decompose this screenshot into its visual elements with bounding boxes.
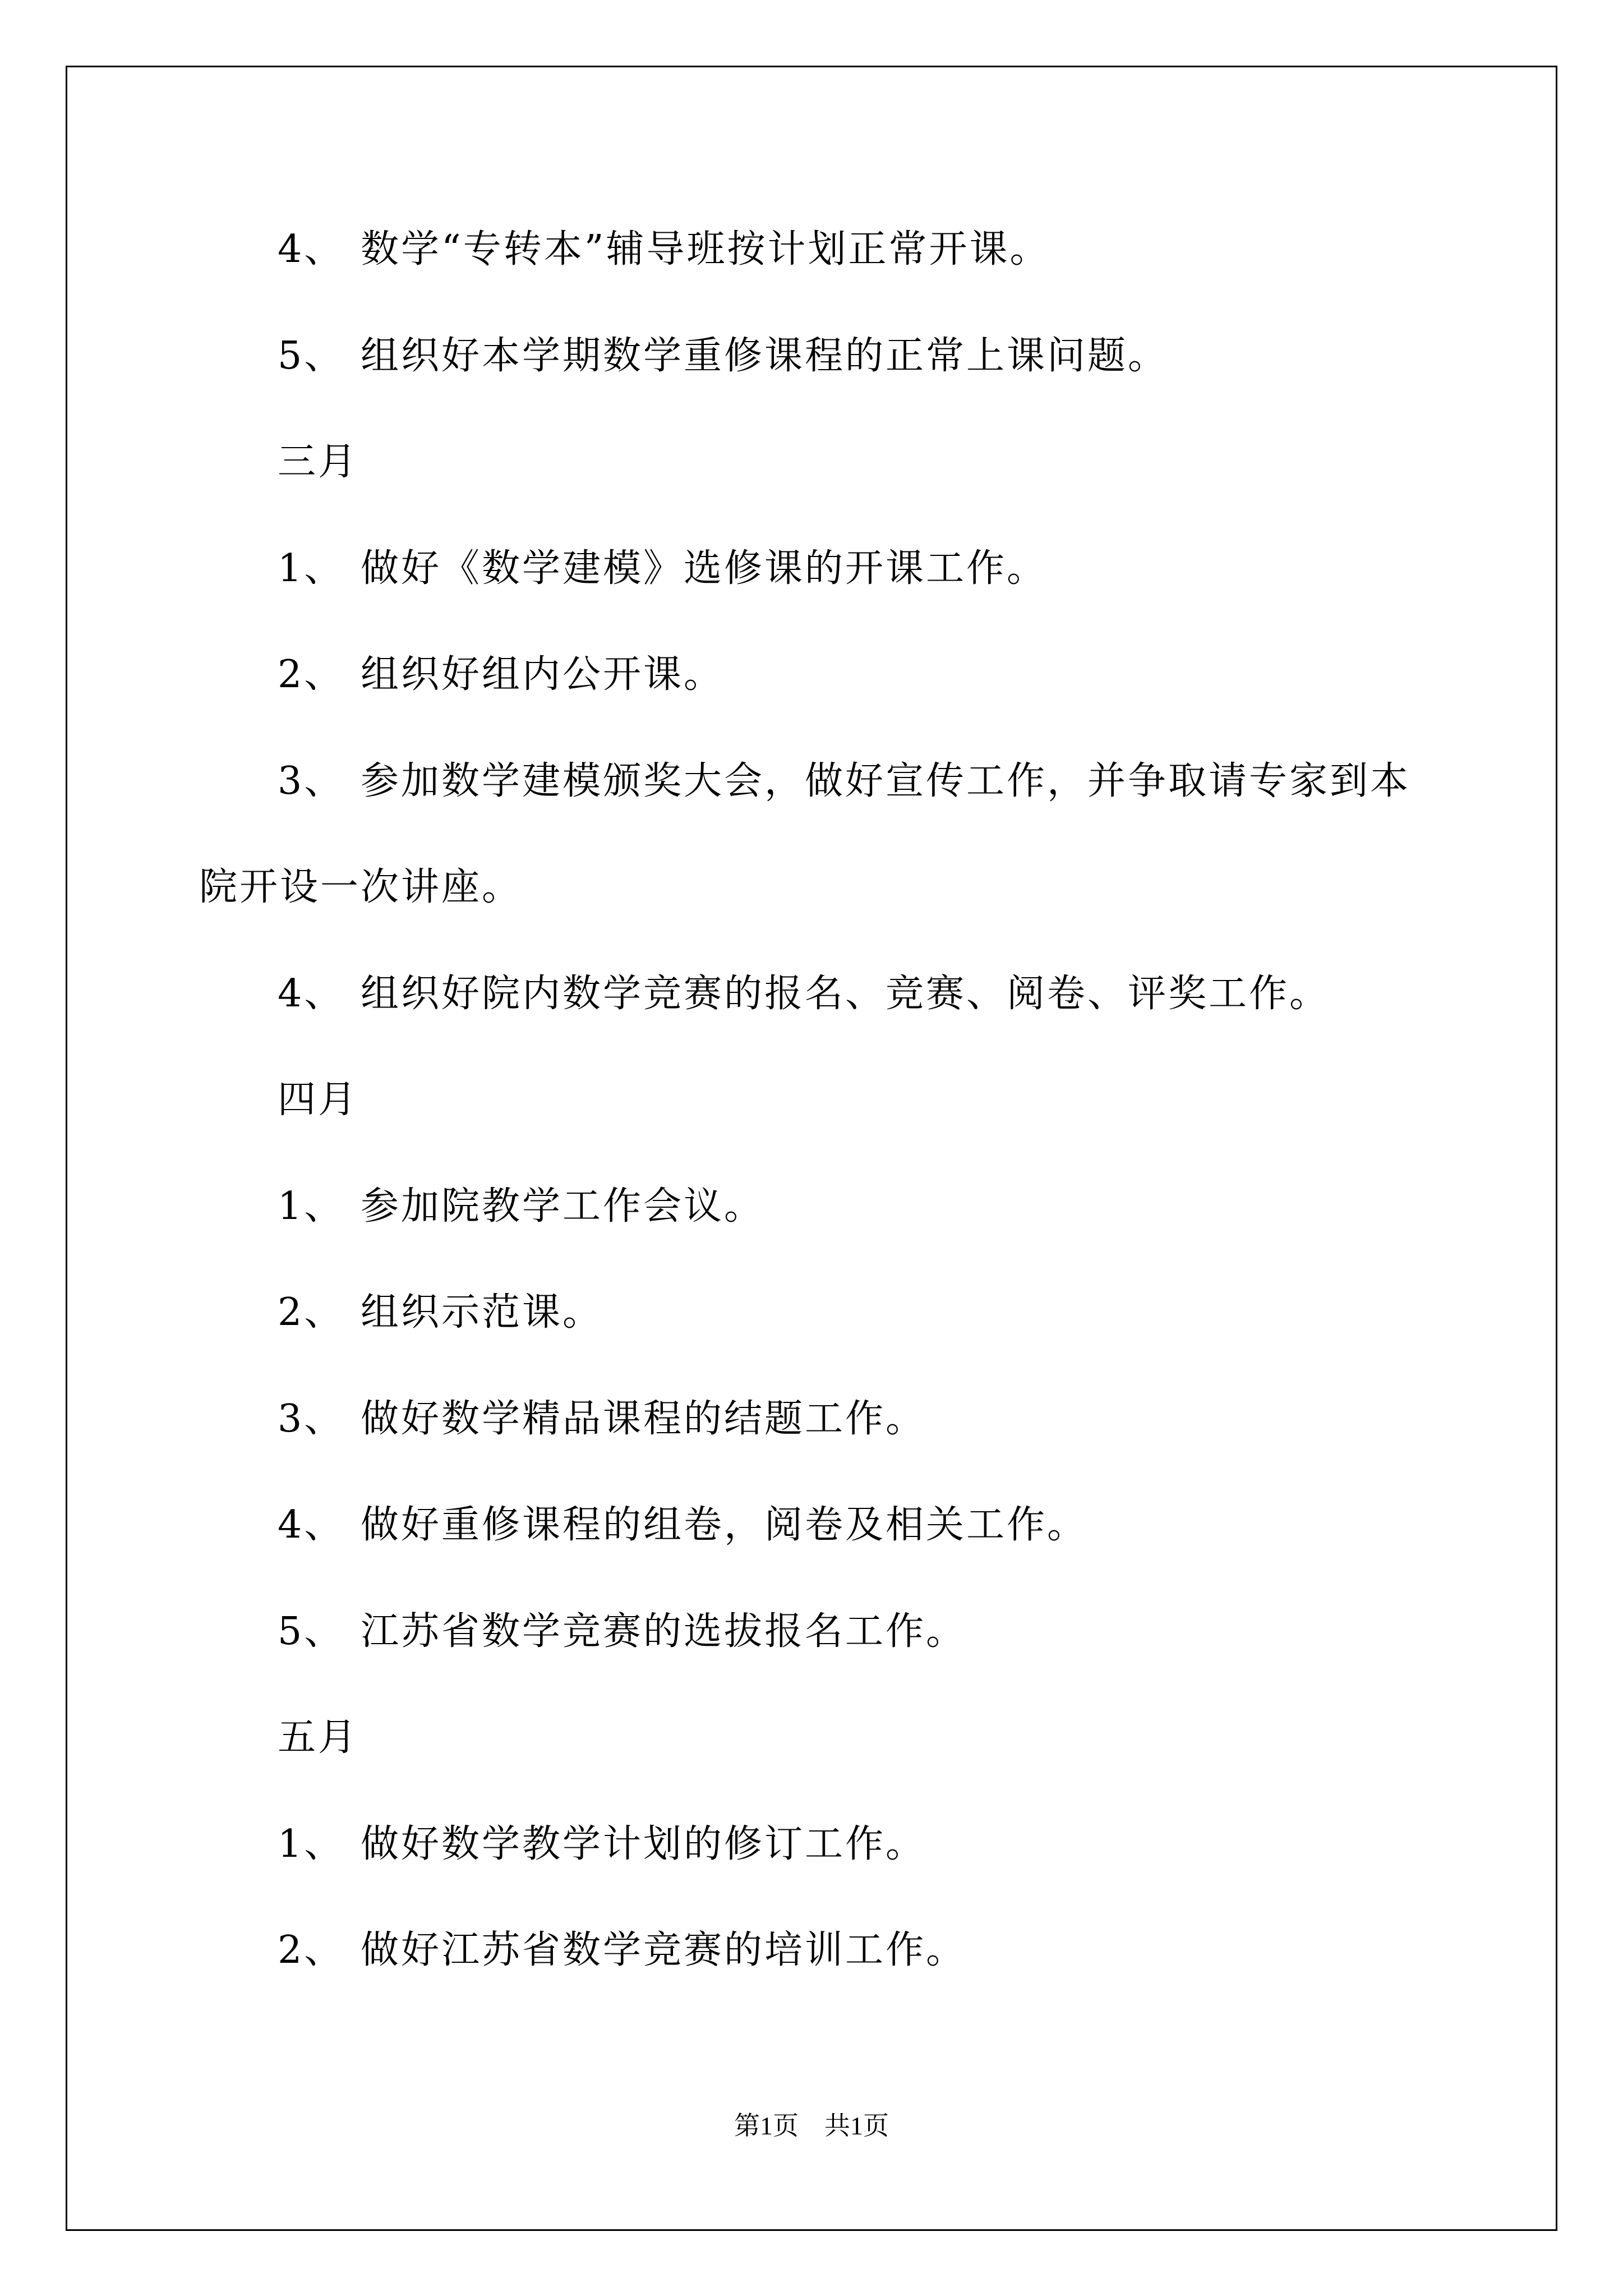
item-number: 5、 (278, 334, 345, 378)
item-text: 院开设一次讲座。 (199, 865, 523, 909)
month-heading-text: 三月 (278, 440, 359, 484)
item-text: 参加数学建模颁奖大会，做好宣传工作，并争取请专家到本 (361, 759, 1411, 803)
list-item (278, 1819, 926, 1870)
item-text: 做好数学精品课程的结题工作。 (361, 1397, 926, 1441)
item-number: 1、 (278, 546, 345, 591)
month-heading (278, 437, 358, 487)
item-number: 2、 (278, 1290, 345, 1335)
item-text: 做好重修课程的组卷，阅卷及相关工作。 (361, 1503, 1088, 1547)
list-item (278, 331, 1168, 381)
list-item (278, 969, 1330, 1019)
item-number: 1、 (278, 1184, 345, 1228)
list-item (278, 1181, 764, 1232)
list-item (278, 1500, 1087, 1550)
item-number: 4、 (278, 1503, 345, 1547)
item-number: 3、 (278, 1397, 345, 1441)
item-text: 做好数学教学计划的修订工作。 (361, 1822, 926, 1866)
list-item (278, 1394, 926, 1444)
item-text: 数学“专转本”辅导班按计划正常开课。 (361, 227, 1050, 272)
month-heading-text: 五月 (278, 1715, 359, 1760)
item-text: 组织好院内数学竞赛的报名、竞赛、阅卷、评奖工作。 (361, 972, 1330, 1016)
item-text: 做好江苏省数学竞赛的培训工作。 (361, 1928, 967, 1972)
list-item (278, 756, 1410, 807)
item-number: 2、 (278, 1928, 345, 1972)
item-text: 江苏省数学竞赛的选拔报名工作。 (361, 1609, 967, 1654)
page-footer: 第1页 共1页 (734, 2111, 889, 2140)
list-item (278, 1607, 966, 1657)
item-number: 4、 (278, 227, 345, 272)
list-item (278, 650, 724, 700)
item-text: 做好《数学建模》选修课的开课工作。 (361, 546, 1048, 591)
page-border (66, 66, 1557, 2231)
item-text: 组织好组内公开课。 (361, 652, 725, 697)
item-number: 2、 (278, 652, 345, 697)
item-text: 组织好本学期数学重修课程的正常上课问题。 (361, 334, 1169, 378)
item-text: 参加院教学工作会议。 (361, 1184, 765, 1228)
item-number: 3、 (278, 759, 345, 803)
list-item (278, 544, 1047, 594)
item-number: 1、 (278, 1822, 345, 1866)
item-number: 5、 (278, 1609, 345, 1654)
month-heading (278, 1075, 358, 1125)
month-heading (278, 1713, 358, 1763)
item-text: 组织示范课。 (361, 1290, 603, 1335)
list-item (278, 1925, 966, 1976)
list-item-continuation (199, 862, 522, 913)
item-number: 4、 (278, 972, 345, 1016)
month-heading-text: 四月 (278, 1078, 359, 1122)
list-item (278, 1287, 603, 1338)
list-item (278, 224, 1050, 275)
